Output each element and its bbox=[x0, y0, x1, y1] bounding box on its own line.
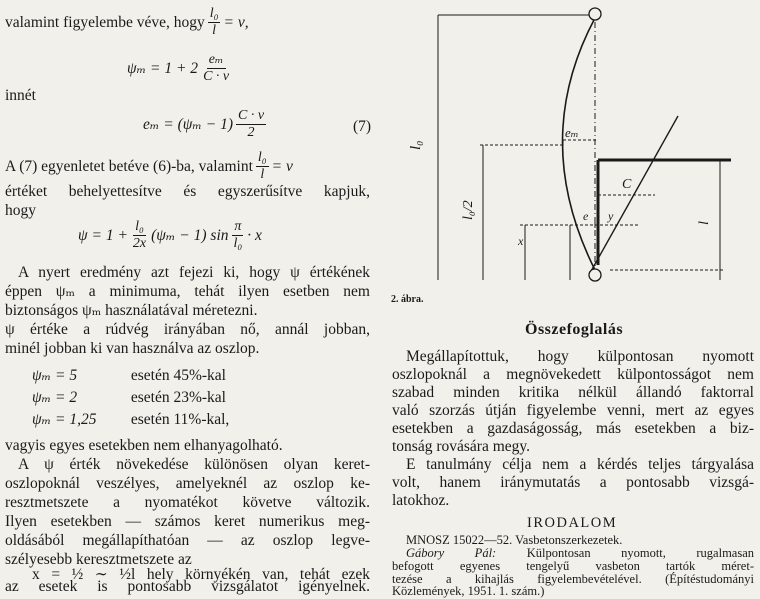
label-e: e bbox=[583, 209, 589, 223]
paragraph-5-line-3: resztmetszete a nyomatékot követve változik. bbox=[5, 494, 370, 511]
paragraph-3-line-1: ψ értéke a rúdvég irányában nő, annál jobban, bbox=[5, 321, 370, 338]
literature-heading: IRODALOM bbox=[527, 515, 618, 531]
fraction-denominator: 2 bbox=[247, 125, 255, 140]
equation-psi-m bbox=[127, 52, 234, 85]
label-x: x bbox=[518, 234, 524, 248]
paragraph-1-line-3: hogy bbox=[5, 202, 36, 219]
fraction-denominator: C · ν bbox=[203, 69, 230, 84]
summary-line-3: szabad minden kritika nélkül állandó faktorral bbox=[392, 384, 754, 401]
summary-line-9: latokhoz. bbox=[392, 492, 450, 509]
fraction-numerator: eₘ bbox=[208, 52, 224, 67]
paragraph-5-line-2: oszlopoknál veszélyes, amelyeknél az oszlop ke- bbox=[5, 475, 370, 492]
paragraph-5-line-6: szélyesebb keresztmetszete az bbox=[5, 551, 192, 568]
equation-fraction-2 bbox=[232, 219, 245, 252]
paragraph-6-line-1: x = ½ ∼ ½l hely környékén van, tehát ezek bbox=[32, 566, 370, 583]
ratio-fraction bbox=[256, 150, 269, 183]
equation-number: (7) bbox=[353, 118, 372, 135]
bottom-hinge bbox=[589, 269, 601, 281]
summary-line-7: E tanulmány célja nem a kérdés teljes tárgyalása bbox=[406, 456, 754, 473]
deflection-curve bbox=[563, 18, 596, 270]
paragraph-5-line-5: oldásából megállapíthatóan — az oszlop legve- bbox=[5, 532, 370, 549]
reference-2-title-start: Külpontosan nyomott, rugalmasan bbox=[526, 546, 755, 560]
summary-line-8: volt, hanem iránymutatás a pontosabb vizsgá- bbox=[392, 474, 754, 491]
reference-2-line-2: befogott egyenes tengelyű vasbeton tartók méret- bbox=[392, 559, 754, 573]
label-l: l bbox=[697, 221, 712, 225]
equation-fraction-1 bbox=[131, 219, 148, 252]
case-lhs: ψₘ = 1,25 bbox=[32, 411, 97, 428]
case-lhs: ψₘ = 2 bbox=[32, 389, 78, 406]
fraction-numerator: C · ν bbox=[238, 108, 265, 123]
fraction-numerator: l₀ bbox=[135, 219, 144, 234]
equation-middle: (ψₘ − 1) sin bbox=[151, 226, 229, 244]
case-row bbox=[32, 411, 229, 429]
section-heading: Összefoglalás bbox=[525, 321, 624, 338]
label-em: eₘ bbox=[565, 125, 579, 140]
case-lhs: ψₘ = 5 bbox=[32, 367, 78, 384]
paragraph-5-line-4: Ilyen esetekben — számos keret numerikus meg- bbox=[5, 513, 370, 530]
paragraph-3-line-2: minél jobban ki van használva az oszlop. bbox=[5, 340, 260, 357]
case-rhs: esetén 45%-kal bbox=[130, 367, 226, 384]
reference-2-line-3: tezése a kihajlás figyelembevételével. (Építéstudományi bbox=[392, 572, 754, 586]
equation-tail: · x bbox=[247, 226, 262, 244]
label-l0: l₀ bbox=[408, 140, 424, 150]
intro-text: valamint figyelembe véve, hogy bbox=[5, 13, 205, 31]
label-c: C bbox=[622, 177, 632, 192]
summary-line-1: Megállapítottuk, hogy külpontosan nyomott bbox=[406, 348, 754, 365]
paragraph-6-line-2: az esetek is pontosabb vizsgálatot igényelnek. bbox=[5, 578, 370, 595]
fraction-denominator: l bbox=[212, 23, 217, 38]
fraction-denominator: 2x bbox=[132, 236, 147, 251]
figure-caption: 2. ábra. bbox=[391, 294, 424, 305]
summary-line-4: való szorzás útján figyelembe venni, mert az egyes bbox=[392, 402, 754, 419]
p1-tail: = ν bbox=[271, 157, 293, 175]
summary-line-2: oszlopoknál a megnövekedett külpontosságot nem bbox=[392, 366, 754, 383]
reference-2-author: Gábory Pál: bbox=[406, 546, 497, 560]
paragraph-2-line-3: biztonságos ψₘ használatával méretezni. bbox=[5, 302, 258, 319]
fraction-numerator: l₀ bbox=[209, 6, 219, 21]
paragraph-1-line-1 bbox=[5, 150, 293, 183]
paragraph-2-line-2: éppen ψₘ a minimuma, tehát ilyen esetben nem bbox=[5, 283, 370, 300]
equation-lhs: ψ = 1 + bbox=[78, 226, 128, 244]
equation-lhs: ψₘ = 1 + 2 bbox=[127, 59, 199, 77]
reference-1: MNOSZ 15022—52. Vasbetonszerkezetek. bbox=[406, 533, 623, 547]
fraction-numerator: π bbox=[234, 219, 242, 234]
fraction-denominator: l₀ bbox=[233, 236, 243, 251]
case-rhs: esetén 23%-kal bbox=[130, 389, 226, 406]
fraction-numerator: l₀ bbox=[257, 150, 267, 165]
case-rhs: esetén 11%-kal, bbox=[130, 411, 230, 428]
case-row bbox=[32, 389, 226, 407]
summary-line-6: tonság rovására megy. bbox=[392, 438, 531, 455]
column-figure bbox=[380, 0, 760, 310]
line-intro bbox=[5, 6, 249, 39]
paragraph-1-line-2: értéket behelyettesítve és egyszerűsítve kapjuk, bbox=[5, 183, 370, 200]
equation-fraction bbox=[236, 108, 266, 141]
p1-text: A (7) egyenletet betéve (6)-ba, valamint bbox=[5, 157, 253, 175]
label-l0-half: l₀/2 bbox=[461, 200, 476, 220]
paragraph-2-line-1: A nyert eredmény azt fejezi ki, hogy ψ értékének bbox=[18, 264, 370, 281]
equation-psi bbox=[78, 219, 262, 252]
equation-fraction bbox=[201, 52, 231, 85]
top-hinge bbox=[589, 8, 601, 20]
ratio-fraction bbox=[208, 6, 221, 39]
reference-2-line-4: Közlemények, 1951. 1. szám.) bbox=[392, 584, 545, 598]
case-row bbox=[32, 367, 226, 385]
label-y: y bbox=[608, 209, 614, 223]
fraction-denominator: l bbox=[260, 167, 265, 182]
paragraph-4: vagyis egyes esetekben nem elhanyagolható. bbox=[5, 437, 283, 454]
summary-line-5: esetekben a gazdaságosság, más esetekben a biz- bbox=[392, 420, 754, 437]
word-innet: innét bbox=[5, 87, 36, 104]
equation-em bbox=[143, 108, 269, 141]
intro-tail: = ν, bbox=[223, 13, 249, 31]
equation-lhs: eₘ = (ψₘ − 1) bbox=[143, 115, 234, 133]
paragraph-5-line-1: A ψ érték növekedése különösen olyan keret- bbox=[18, 456, 370, 473]
